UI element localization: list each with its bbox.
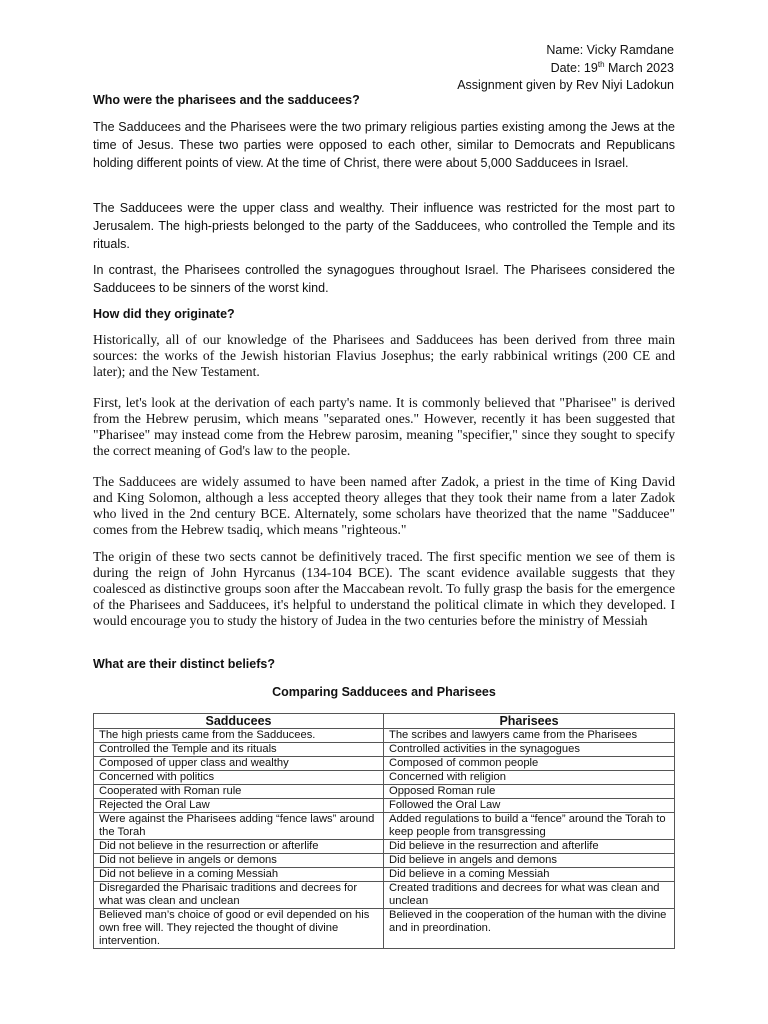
- pharisees-cell: Did believe in angels and demons: [384, 854, 675, 868]
- date-ordinal: th: [597, 59, 605, 69]
- pharisees-cell: Believed in the cooperation of the human with the divine and in preordination.: [384, 909, 675, 949]
- pharisees-cell: The scribes and lawyers came from the Pharisees: [384, 729, 675, 743]
- pharisees-cell: Did believe in a coming Messiah: [384, 868, 675, 882]
- paragraph: The origin of these two sects cannot be definitively traced. The first specific mention we see of them is during the reign of John Hyrcanus (134-104 BCE). The scant evidence available suggests that they coalesced as distinctive groups soon after the Maccabean revolt. To fully grasp the basis for the emergence of the Pharisees and Sadducees, it's helpful to understand the political climate in which they developed. I would encourage you to study the history of Judea in the two centuries before the ministry of Messiah: [93, 549, 675, 628]
- sadducees-cell: Disregarded the Pharisaic traditions and decrees for what was clean and unclean: [94, 882, 384, 909]
- paragraph: The Sadducees are widely assumed to have been named after Zadok, a priest in the time of King David and King Solomon, although a less accepted theory alleges that they took their name from a later Zadok who lived in the 2nd century BCE. Alternately, some scholars have theorized that the name "Sadducee" comes from the Hebrew tsadiq, which means "righteous.": [93, 474, 675, 537]
- column-header-sadducees: Sadducees: [94, 714, 384, 729]
- table-header-row: [94, 714, 675, 729]
- table-row: [94, 771, 675, 785]
- author-name: Name: Vicky Ramdane: [546, 43, 674, 57]
- sadducees-cell: Rejected the Oral Law: [94, 799, 384, 813]
- table-row: [94, 813, 675, 840]
- heading-who: Who were the pharisees and the sadducees?: [93, 93, 360, 107]
- sadducees-cell: Did not believe in angels or demons: [94, 854, 384, 868]
- sadducees-cell: Did not believe in the resurrection or afterlife: [94, 840, 384, 854]
- sadducees-cell: Did not believe in a coming Messiah: [94, 868, 384, 882]
- sadducees-cell: Were against the Pharisees adding “fence laws” around the Torah: [94, 813, 384, 840]
- pharisees-cell: Did believe in the resurrection and afterlife: [384, 840, 675, 854]
- paragraph: The Sadducees were the upper class and wealthy. Their influence was restricted for the most part to Jerusalem. The high-priests belonged to the party of the Sadducees, who controlled the Temple and its rituals.: [93, 201, 675, 251]
- sadducees-cell: Composed of upper class and wealthy: [94, 757, 384, 771]
- pharisees-cell: Composed of common people: [384, 757, 675, 771]
- date-line: [457, 60, 674, 78]
- paragraph: The Sadducees and the Pharisees were the two primary religious parties existing among the Jews at the time of Jesus. These two parties were opposed to each other, similar to Democrats and Republicans holding different points of view. At the time of Christ, there were about 5,000 Sadducees in Israel.: [93, 120, 675, 170]
- table-row: [94, 868, 675, 882]
- table-row: [94, 882, 675, 909]
- paragraph: Historically, all of our knowledge of the Pharisees and Sadducees has been derived from three main sources: the works of the Jewish historian Flavius Josephus; the early rabbinical writings (200 CE and later); and the New Testament.: [93, 332, 675, 379]
- sadducees-cell: Controlled the Temple and its rituals: [94, 743, 384, 757]
- pharisees-cell: Followed the Oral Law: [384, 799, 675, 813]
- table-row: [94, 854, 675, 868]
- pharisees-cell: Added regulations to build a “fence” around the Torah to keep people from transgressing: [384, 813, 675, 840]
- table-title: Comparing Sadducees and Pharisees: [272, 685, 496, 699]
- sadducees-cell: Concerned with politics: [94, 771, 384, 785]
- comparison-table: [93, 713, 675, 949]
- pharisees-cell: Concerned with religion: [384, 771, 675, 785]
- heading-beliefs: What are their distinct beliefs?: [93, 657, 275, 671]
- paragraph: In contrast, the Pharisees controlled the synagogues throughout Israel. The Pharisees considered the Sadducees to be sinners of the worst kind.: [93, 263, 675, 295]
- pharisees-cell: Created traditions and decrees for what was clean and unclean: [384, 882, 675, 909]
- sadducees-cell: The high priests came from the Sadducees.: [94, 729, 384, 743]
- column-header-pharisees: Pharisees: [384, 714, 675, 729]
- table-row: [94, 799, 675, 813]
- sadducees-cell: Believed man’s choice of good or evil depended on his own free will. They rejected the thought of divine intervention.: [94, 909, 384, 949]
- table-row: [94, 743, 675, 757]
- paragraph: First, let's look at the derivation of each party's name. It is commonly believed that "Pharisee" is derived from the Hebrew perusim, which means "separated ones." However, recently it has been suggested that "Pharisee" may instead come from the Hebrew parosim, meaning "specifier," since they sought to specify the correct meaning of God's law to the people.: [93, 395, 675, 458]
- table-row: [94, 785, 675, 799]
- date-suffix: March 2023: [604, 60, 674, 75]
- date-prefix: Date: 19: [550, 60, 598, 75]
- table-row: [94, 840, 675, 854]
- pharisees-cell: Controlled activities in the synagogues: [384, 743, 675, 757]
- sadducees-cell: Cooperated with Roman rule: [94, 785, 384, 799]
- table-row: [94, 729, 675, 743]
- pharisees-cell: Opposed Roman rule: [384, 785, 675, 799]
- table-row: [94, 909, 675, 949]
- table-row: [94, 757, 675, 771]
- document-header: [457, 42, 674, 95]
- heading-origin: How did they originate?: [93, 307, 235, 321]
- assignment-line: Assignment given by Rev Niyi Ladokun: [457, 78, 674, 92]
